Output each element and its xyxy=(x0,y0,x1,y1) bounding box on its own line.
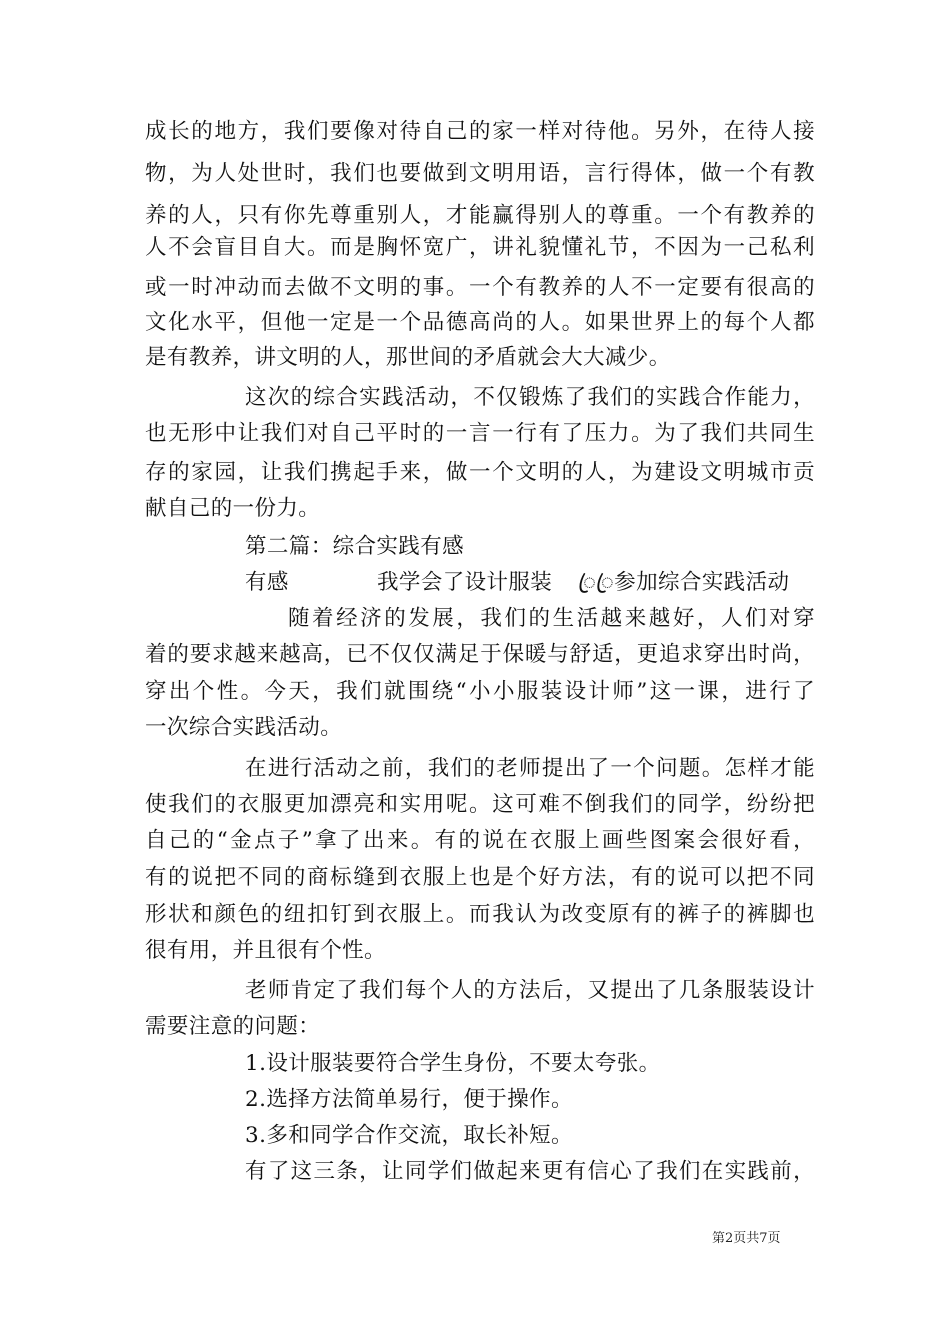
subheading-part: ꦿꦿ参加综合实践活动 xyxy=(578,570,790,595)
text-line: 形状和颜色的纽扣钉到衣服上。而我认为改变原有的裤子的裤脚也 xyxy=(145,902,815,927)
text-line: 养的人，只有你先尊重别人，才能赢得别人的尊重。一个有教养的 xyxy=(145,203,815,228)
subheading-part: 我学会了设计服装 xyxy=(377,570,553,595)
text-line: 随着经济的发展，我们的生活越来越好，人们对穿 xyxy=(288,606,815,631)
text-line: 在进行活动之前，我们的老师提出了一个问题。怎样才能 xyxy=(245,756,815,781)
text-line: 有了这三条，让同学们做起来更有信心了我们在实践前， xyxy=(245,1159,815,1184)
subheading-part: 有感 xyxy=(245,570,289,595)
page-number: 第2页共7页 xyxy=(712,1231,781,1246)
text-line: 老师肯定了我们每个人的方法后，又提出了几条服装设计 xyxy=(245,978,815,1003)
text-line: 一次综合实践活动。 xyxy=(145,715,343,740)
text-line: 是有教养，讲文明的人，那世间的矛盾就会大大减少。 xyxy=(145,345,671,370)
text-line: 也无形中让我们对自己平时的一言一行有了压力。为了我们共同生 xyxy=(145,421,815,446)
text-line: 存的家园，让我们携起手来，做一个文明的人，为建设文明城市贡 xyxy=(145,460,815,485)
subheading-row xyxy=(245,568,815,598)
text-line: 使我们的衣服更加漂亮和实用呢。这可难不倒我们的同学，纷纷把 xyxy=(145,792,815,817)
text-line: 或一时冲动而去做不文明的事。一个有教养的人不一定要有很高的 xyxy=(145,275,815,300)
text-line: 这次的综合实践活动，不仅锻炼了我们的实践合作能力， xyxy=(245,385,815,410)
text-line: 很有用，并且很有个性。 xyxy=(145,938,386,963)
text-line: 着的要求越来越高，已不仅仅满足于保暖与舒适，更追求穿出时尚， xyxy=(145,642,815,667)
section-heading: 第二篇：综合实践有感 xyxy=(245,534,465,559)
text-line: 穿出个性。今天，我们就围绕“小小服装设计师”这一课，进行了 xyxy=(145,679,815,704)
text-line: 有的说把不同的商标缝到衣服上也是个好方法，有的说可以把不同 xyxy=(145,865,815,890)
text-line: 献自己的一份力。 xyxy=(145,496,321,521)
text-line: 需要注意的问题： xyxy=(145,1014,321,1039)
text-line: 文化水平，但他一定是一个品德高尚的人。如果世界上的每个人都 xyxy=(145,310,815,335)
text-line: 物，为人处世时，我们也要做到文明用语，言行得体，做一个有教 xyxy=(145,161,815,186)
list-item: 1.设计服装要符合学生身份，不要太夸张。 xyxy=(245,1051,661,1076)
list-item: 3.多和同学合作交流，取长补短。 xyxy=(245,1123,573,1148)
list-item: 2.选择方法简单易行，便于操作。 xyxy=(245,1087,573,1112)
text-line: 成长的地方，我们要像对待自己的家一样对待他。另外，在待人接 xyxy=(145,119,815,144)
text-line: 人不会盲目自大。而是胸怀宽广，讲礼貌懂礼节，不因为一己私利 xyxy=(145,235,815,260)
text-line: 自己的“金点子”拿了出来。有的说在衣服上画些图案会很好看， xyxy=(145,828,815,853)
